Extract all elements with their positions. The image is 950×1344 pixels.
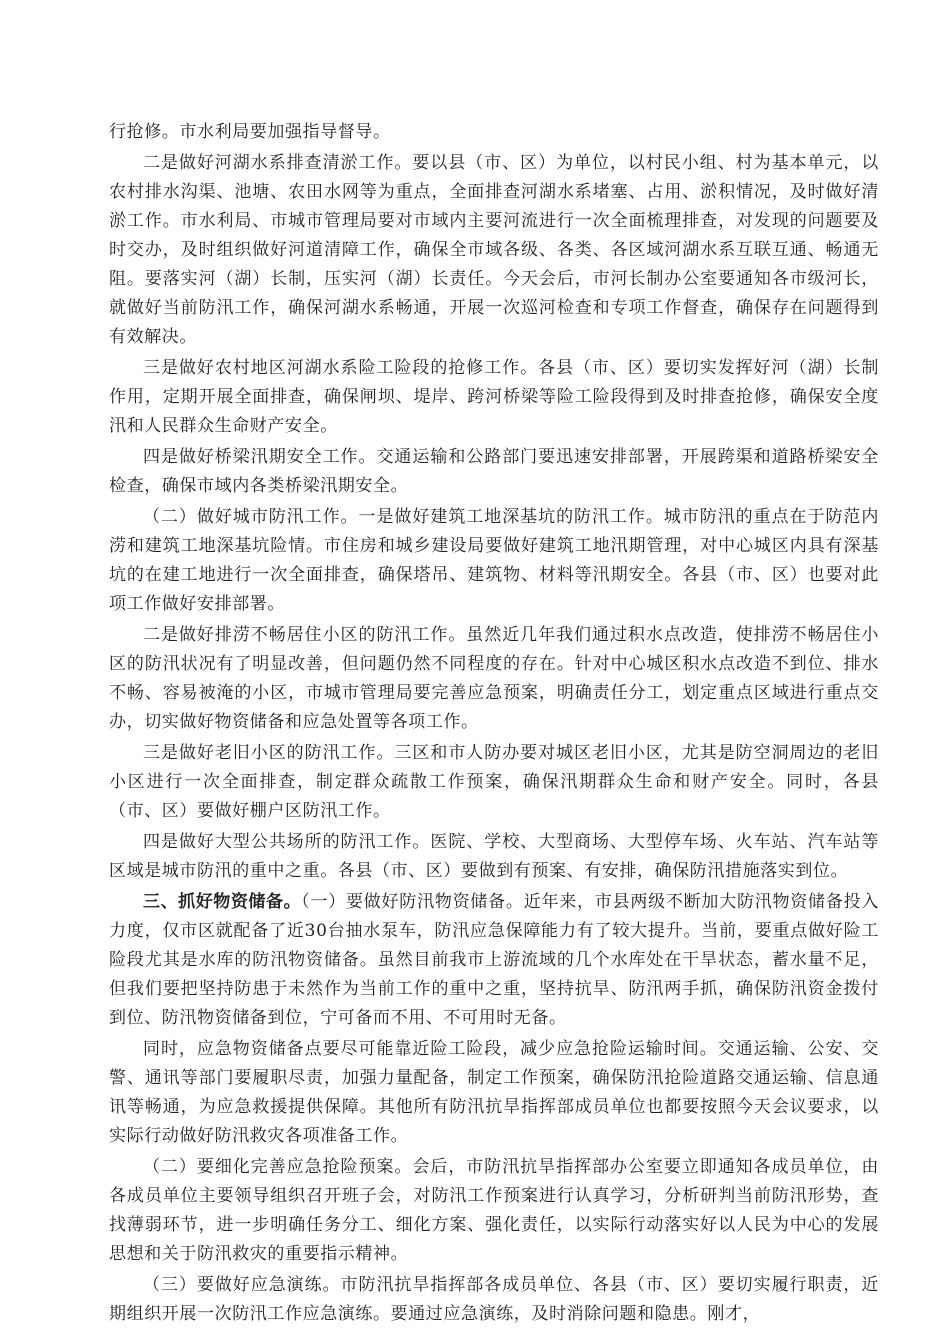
paragraph-11: （二）要细化完善应急抢险预案。会后，市防汛抗旱指挥部办公室要立即通知各成员单位，由各成员单位主要领导组织召开班子会，对防汛工作预案进行认真学习，分析研判当前防汛形势，查找薄弱环节，进一步明确任务分工、细化方案、强化责任，以实际行动落实好以人民为中心的发展思想和关于防汛救灾的重要指示精神。 xyxy=(109,1157,879,1264)
paragraph-1: 行抢修。市水利局要加强指导督导。 xyxy=(109,122,391,142)
paragraph-10: 同时，应急物资储备点要尽可能靠近险工险段，减少应急抢险运输时间。交通运输、公安、交警、通讯等部门要履职尽责，加强力量配备，制定工作预案，确保防汛抢险道路交通运输、信息通讯等畅通，为应急救援提供保障。其他所有防汛抗旱指挥部成员单位也都要按照今天会议要求，以实际行动做好防汛救灾各项准备工作。 xyxy=(109,1039,879,1146)
paragraph-7: 三是做好老旧小区的防汛工作。三区和市人防办要对城区老旧小区，尤其是防空洞周边的老旧小区进行一次全面排查，制定群众疏散工作预案，确保汛期群众生命和财产安全。同时，各县（市、区）要做好棚户区防汛工作。 xyxy=(109,743,879,821)
paragraph-12: （三）要做好应急演练。市防汛抗旱指挥部各成员单位、各县（市、区）要切实履行职责，近期组织开展一次防汛工作应急演练。要通过应急演练，及时消除问题和隐患。刚才， xyxy=(109,1275,879,1324)
paragraph-2: 二是做好河湖水系排查清淤工作。要以县（市、区）为单位，以村民小组、村为基本单元，以农村排水沟渠、池塘、农田水网等为重点，全面排查河湖水系堵塞、占用、淤积情况，及时做好清淤工作。市水利局、市城市管理局要对市域内主要河流进行一次全面梳理排查，对发现的问题要及时交办，及时组织做好河道清障工作，确保全市域各级、各类、各区域河湖水系互联互通、畅通无阻。要落实河（湖）长制，压实河（湖）长责任。今天会后，市河长制办公室要通知各市级河长，就做好当前防汛工作，确保河湖水系畅通，开展一次巡河检查和专项工作督查，确保存在问题得到有效解决。 xyxy=(109,153,879,347)
paragraph-5: （二）做好城市防汛工作。一是做好建筑工地深基坑的防汛工作。城市防汛的重点在于防范内涝和建筑工地深基坑险情。市住房和城乡建设局要做好建筑工地汛期管理，对中心城区内具有深基坑的在建工地进行一次全面排查，确保塔吊、建筑物、材料等汛期安全。各县（市、区）也要对此项工作做好安排部署。 xyxy=(109,507,879,614)
paragraph-8: 四是做好大型公共场所的防汛工作。医院、学校、大型商场、大型停车场、火车站、汽车站等区域是城市防汛的重中之重。各县（市、区）要做到有预案、有安排，确保防汛措施落实到位。 xyxy=(109,832,879,881)
paragraph-6: 二是做好排涝不畅居住小区的防汛工作。虽然近几年我们通过积水点改造，使排涝不畅居住小区的防汛状况有了明显改善，但问题仍然不同程度的存在。针对中心城区积水点改造不到位、排水不畅、容易被淹的小区，市城市管理局要完善应急预案，明确责任分工，划定重点区域进行重点交办，切实做好物资储备和应急处置等各项工作。 xyxy=(109,625,879,732)
document-page xyxy=(109,118,879,1331)
paragraph-9: 三、抓好物资储备。（一）要做好防汛物资储备。近年来，市县两级不断加大防汛物资储备投入力度，仅市区就配备了近30台抽水泵车，防汛应急保障能力有了较大提升。当前，要重点做好险工险段尤其是水库的防汛物资储备。虽然目前我市上游流域的几个水库处在干旱状态，蓄水量不足，但我们要把坚持防患于未然作为当前工作的重中之重，坚持抗旱、防汛两手抓，确保防汛资金拨付到位、防汛物资储备到位，宁可备而不用、不可用时无备。 xyxy=(109,892,879,1028)
section-heading: 三、抓好物资储备。 xyxy=(143,892,302,912)
paragraph-4: 四是做好桥梁汛期安全工作。交通运输和公路部门要迅速安排部署，开展跨渠和道路桥梁安全检查，确保市域内各类桥梁汛期安全。 xyxy=(109,447,879,496)
paragraph-3: 三是做好农村地区河湖水系险工险段的抢修工作。各县（市、区）要切实发挥好河（湖）长制作用，定期开展全面排查，确保闸坝、堤岸、跨河桥梁等险工险段得到及时排查抢修，确保安全度汛和人民群众生命财产安全。 xyxy=(109,358,879,436)
